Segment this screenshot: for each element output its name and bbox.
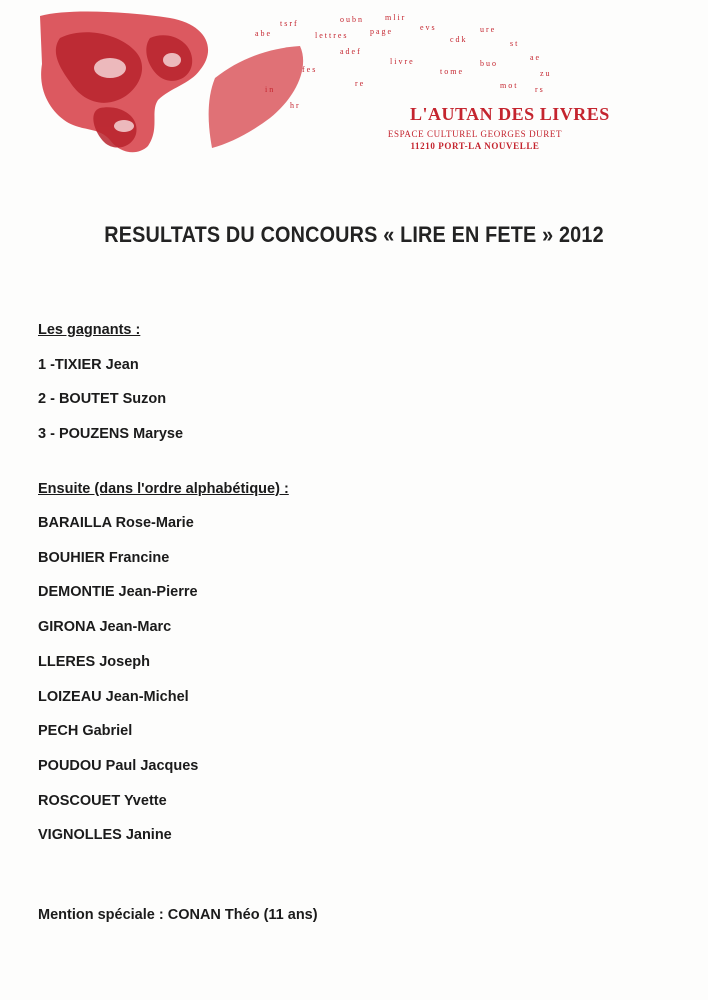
svg-text:b u o: b u o [480, 59, 496, 68]
svg-text:s t: s t [510, 39, 518, 48]
winner-item: 2 - BOUTET Suzon [38, 391, 167, 408]
page-title: RESULTATS DU CONCOURS « LIRE EN FETE » 2012 [104, 222, 604, 247]
participant-item: PECH Gabriel [38, 723, 133, 740]
svg-text:u r e: u r e [480, 25, 495, 34]
participant-item: POUDOU Paul Jacques [38, 757, 199, 774]
svg-text:r s: r s [535, 85, 543, 94]
participant-item: LOIZEAU Jean-Michel [38, 688, 189, 705]
svg-text:r e: r e [355, 79, 364, 88]
participant-item: ROSCOUET Yvette [38, 792, 167, 809]
winner-item: 1 -TIXIER Jean [38, 356, 139, 373]
svg-text:f e s: f e s [302, 65, 316, 74]
participant-item: LLERES Joseph [38, 653, 150, 670]
svg-text:h r: h r [290, 101, 299, 110]
org-address-line-2: 11210 PORT-LA NOUVELLE [410, 141, 540, 151]
winners-heading: Les gagnants : [38, 322, 141, 338]
header-logo [40, 8, 610, 158]
svg-text:t s r f: t s r f [280, 19, 297, 28]
participant-item: VIGNOLLES Janine [38, 827, 172, 844]
svg-text:i n: i n [265, 85, 274, 94]
svg-text:o u b n: o u b n [340, 15, 362, 24]
winner-item: 3 - POUZENS Maryse [38, 425, 184, 442]
svg-text:z u: z u [540, 69, 550, 78]
svg-text:a e: a e [530, 53, 540, 62]
svg-text:e v s: e v s [420, 23, 435, 32]
participant-item: BOUHIER Francine [38, 549, 170, 566]
svg-text:p a g e: p a g e [370, 27, 392, 36]
participant-item: BARAILLA Rose-Marie [38, 515, 194, 532]
participant-item: DEMONTIE Jean-Pierre [38, 584, 198, 601]
svg-text:a d e f: a d e f [340, 47, 360, 56]
participant-item: GIRONA Jean-Marc [38, 619, 172, 636]
org-name: L'AUTAN DES LIVRES [410, 104, 610, 124]
svg-text:m o t: m o t [500, 81, 517, 90]
svg-text:c d k: c d k [450, 35, 466, 44]
svg-text:t o m e: t o m e [440, 67, 462, 76]
svg-text:l e t t r e s: l e t t r e s [315, 31, 347, 40]
others-section [38, 479, 678, 860]
special-mention: Mention spéciale : CONAN Théo (11 ans) [38, 907, 318, 923]
org-address-line-1: ESPACE CULTUREL GEORGES DURET [387, 129, 563, 139]
svg-text:l i v r e: l i v r e [390, 57, 413, 66]
svg-text:m l i r: m l i r [385, 13, 405, 22]
winners-section [38, 320, 678, 459]
svg-text:a b e: a b e [255, 29, 271, 38]
others-heading: Ensuite (dans l'ordre alphabétique) : [38, 480, 289, 497]
results-content [38, 320, 678, 860]
